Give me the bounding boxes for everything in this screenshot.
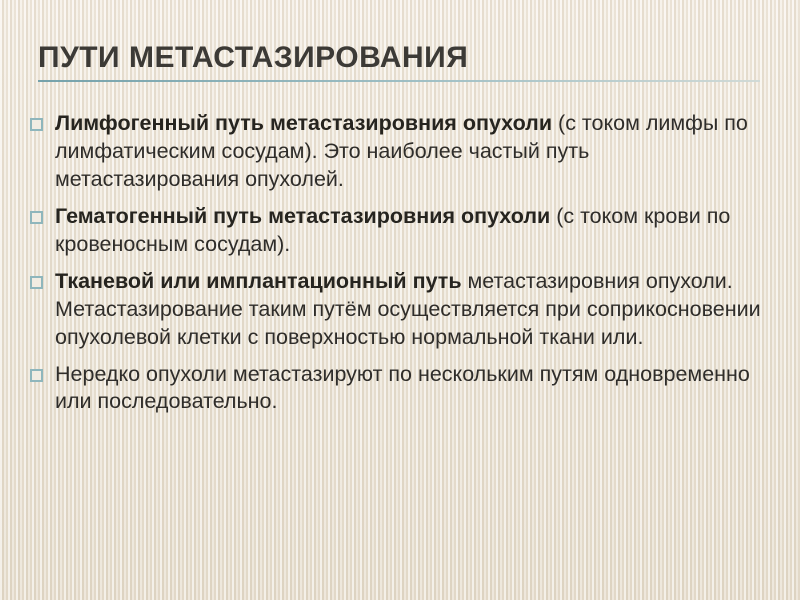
list-item [30,361,778,417]
list-item-text [55,268,778,352]
list-item-text [55,361,778,417]
list-item-body: Нередко опухоли метастазируют по нескольким путям одновременно или последовательно. [55,361,750,414]
square-bullet-icon [30,118,43,131]
square-bullet-icon [30,369,43,382]
square-bullet-icon [30,211,43,224]
list-item [30,268,778,352]
list-item [30,110,778,194]
title-underline-divider [38,80,760,82]
list-item-body: (с током лимфы по лимфатическим сосудам). Это наиболее частый путь метастазирования опухолей. [55,111,748,191]
list-item-text [55,110,778,194]
page-title: ПУТИ МЕТАСТАЗИРОВАНИЯ [38,41,469,74]
list-item-emphasis: Тканевой или имплантационный путь [55,268,462,293]
list-item [30,203,778,259]
bullet-list [30,110,778,425]
square-bullet-icon [30,276,43,289]
list-item-emphasis: Лимфогенный путь метастазировния опухоли [55,111,553,135]
list-item-body: метастазировния опухоли. Метастазирование таким путём осуществляется при соприкосновении опухолевой клетки с поверхностью нормальной ткани или. [55,268,761,349]
title-area [38,42,770,82]
list-item-emphasis: Гематогенный путь метастазировния опухоли [55,203,551,228]
list-item-text [55,203,778,259]
list-item-body: (с током крови по кровеносным сосудам). [55,203,731,256]
